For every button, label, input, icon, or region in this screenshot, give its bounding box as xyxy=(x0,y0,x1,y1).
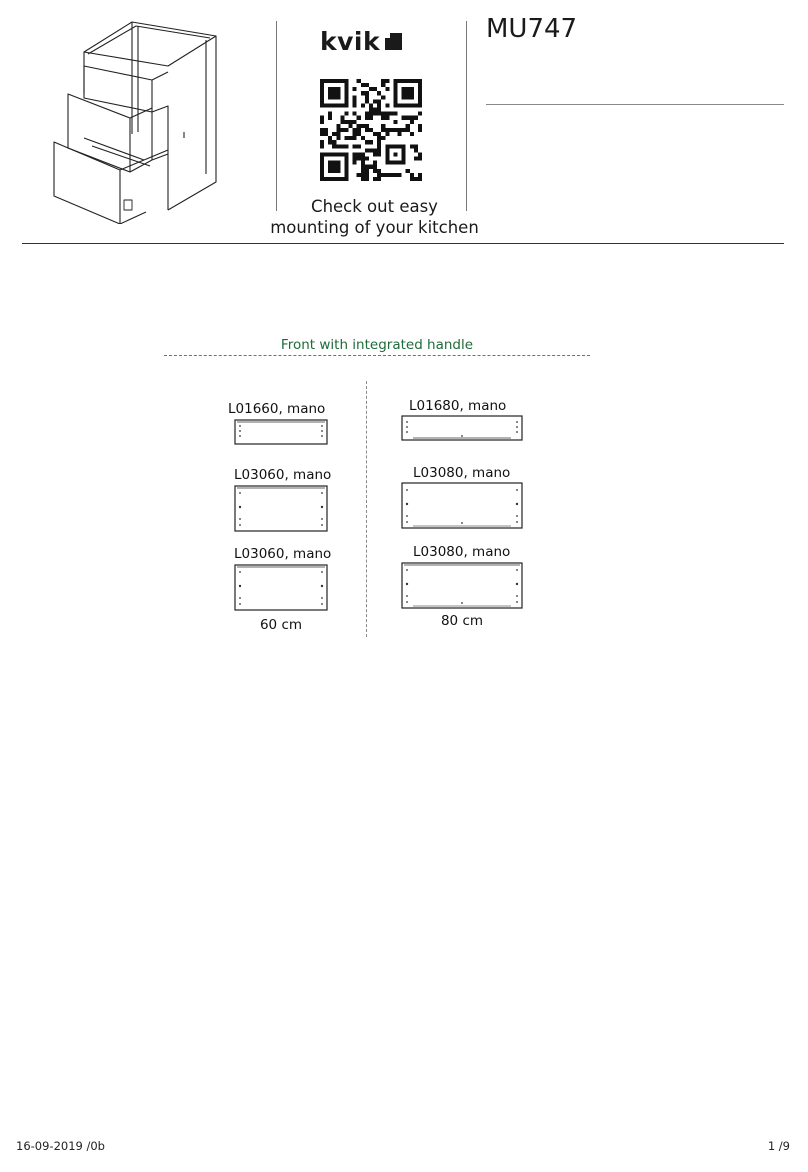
front-drawing-60-medium-1 xyxy=(234,485,328,532)
qr-caption-line-1: Check out easy xyxy=(311,197,438,216)
header-divider-right xyxy=(466,21,467,211)
qr-caption xyxy=(262,196,487,238)
footer-page-number: 1 /9 xyxy=(767,1139,790,1153)
qr-code-icon[interactable] xyxy=(320,79,422,181)
section-title: Front with integrated handle xyxy=(280,337,474,353)
front-label-60-3: L03060, mano xyxy=(234,546,332,562)
column-divider xyxy=(366,381,367,637)
width-label-80: 80 cm xyxy=(440,613,484,629)
model-number: MU747 xyxy=(486,14,578,44)
footer-date: 16-09-2019 /0b xyxy=(16,1139,105,1153)
front-drawing-80-medium-2 xyxy=(401,562,523,609)
cabinet-illustration xyxy=(40,14,230,224)
brand-logo-text: kvik xyxy=(320,27,381,56)
qr-caption-line-2: mounting of your kitchen xyxy=(270,218,479,237)
model-underline xyxy=(486,104,784,105)
header-separator xyxy=(22,243,784,244)
front-drawing-60-small xyxy=(234,419,328,445)
section-dashed-rule xyxy=(164,355,590,356)
width-label-60: 60 cm xyxy=(259,617,303,633)
front-label-80-3: L03080, mano xyxy=(413,544,511,560)
brand-logo xyxy=(320,27,402,56)
front-label-80-1: L01680, mano xyxy=(409,398,507,414)
front-drawing-80-medium-1 xyxy=(401,482,523,529)
header-divider-left xyxy=(276,21,277,211)
front-label-80-2: L03080, mano xyxy=(413,465,511,481)
front-label-60-2: L03060, mano xyxy=(234,467,332,483)
front-drawing-60-medium-2 xyxy=(234,564,328,611)
brand-logo-square-icon xyxy=(385,33,402,50)
front-drawing-80-small xyxy=(401,415,523,441)
front-label-60-1: L01660, mano xyxy=(228,401,326,417)
